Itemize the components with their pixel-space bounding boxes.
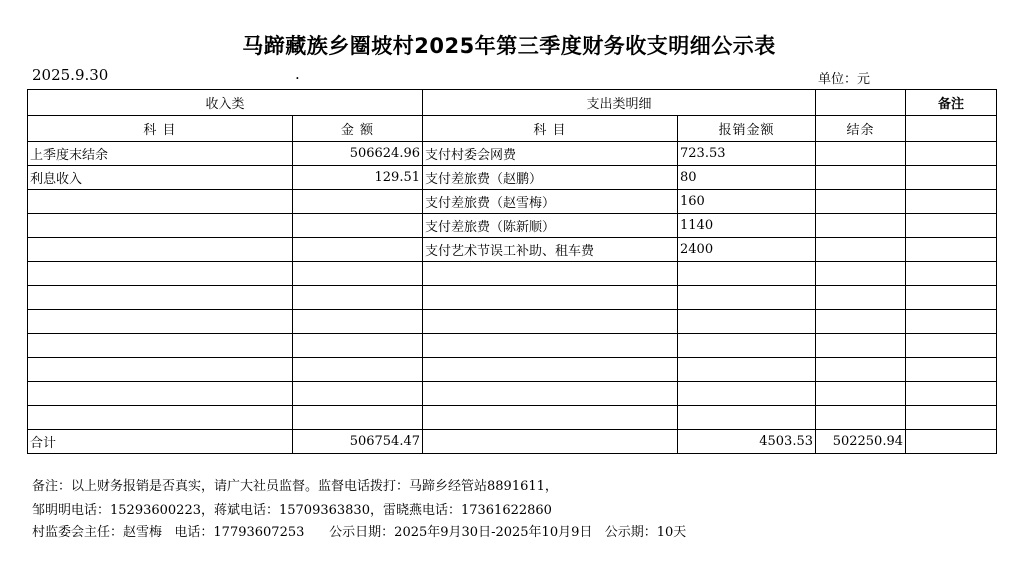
balance-cell [816,334,906,358]
expense-subject-cell [423,406,678,430]
section-header-row [28,90,997,116]
expense-amount-cell [678,310,816,334]
income-subject-cell: 利息收入 [28,166,293,190]
income-subject-cell [28,286,293,310]
expense-amount-cell: 1140 [678,214,816,238]
remark-cell [906,214,997,238]
balance-cell [816,262,906,286]
income-subject-cell [28,406,293,430]
remark-header: 备注 [906,90,997,116]
expense-amount-cell [678,334,816,358]
income-subject-cell [28,358,293,382]
empty-section-cell [816,90,906,116]
income-subject-cell [28,238,293,262]
income-subject-cell: 上季度末结余 [28,142,293,166]
income-amount-cell [293,406,423,430]
balance-cell [816,238,906,262]
expense-subject-cell: 支付差旅费（陈新顺） [423,214,678,238]
page-title: 马蹄藏族乡圈坡村2025年第三季度财务收支明细公示表 [242,34,776,58]
remark-cell [906,334,997,358]
remark-cell [906,166,997,190]
income-amount-cell: 506624.96 [293,142,423,166]
remark-cell [906,142,997,166]
expense-amount-cell: 160 [678,190,816,214]
table-row [28,334,997,358]
table-row [28,262,997,286]
expense-amount-cell [678,382,816,406]
expense-amount-cell: 2400 [678,238,816,262]
expense-amount-cell: 723.53 [678,142,816,166]
expense-amount-cell: 80 [678,166,816,190]
expense-subject-cell: 支付艺术节误工补助、租车费 [423,238,678,262]
balance-cell [816,310,906,334]
remark-column-header [906,116,997,142]
expense-subject-cell: 支付村委会网费 [423,142,678,166]
income-amount-cell [293,214,423,238]
income-subject-cell [28,214,293,238]
balance-cell [816,358,906,382]
expense-subject-cell: 支付差旅费（赵鹏） [423,166,678,190]
table-row [28,286,997,310]
income-amount-cell [293,238,423,262]
table-row [28,406,997,430]
column-header-row [28,116,997,142]
income-subject-cell [28,262,293,286]
balance-cell [816,142,906,166]
expense-amount-cell [678,262,816,286]
remark-cell [906,190,997,214]
income-amount-header: 金 额 [293,116,423,142]
table-row [28,214,997,238]
expense-subject-cell [423,334,678,358]
income-amount-cell [293,190,423,214]
income-subject-header: 科 目 [28,116,293,142]
expense-amount-cell [678,286,816,310]
remark-cell [906,286,997,310]
balance-cell [816,286,906,310]
unit-label: 单位：元 [818,72,871,87]
totals-row [28,430,997,454]
table-row [28,382,997,406]
expense-amount-header: 报销金额 [678,116,816,142]
income-amount-cell [293,310,423,334]
total-label-cell: 合计 [28,430,293,454]
income-subject-cell [28,190,293,214]
income-amount-cell [293,382,423,406]
income-section-header: 收入类 [28,90,423,116]
total-income-cell: 506754.47 [293,430,423,454]
income-subject-cell [28,334,293,358]
income-amount-cell [293,334,423,358]
expense-subject-cell: 支付差旅费（赵雪梅） [423,190,678,214]
income-subject-cell [28,310,293,334]
table-row [28,358,997,382]
note-line: 备注：以上财务报销是否真实，请广大社员监督。监督电话拨打：马蹄乡经管站8891611， [32,479,558,494]
total-remark-cell [906,430,997,454]
balance-cell [816,406,906,430]
table-row [28,190,997,214]
expense-section-header: 支出类明细 [423,90,816,116]
balance-header: 结余 [816,116,906,142]
expense-subject-cell [423,310,678,334]
remark-cell [906,382,997,406]
finance-table [27,89,997,454]
expense-amount-cell [678,406,816,430]
expense-subject-cell [423,358,678,382]
income-amount-cell: 129.51 [293,166,423,190]
remark-cell [906,238,997,262]
total-balance-cell: 502250.94 [816,430,906,454]
income-subject-cell [28,382,293,406]
total-expense-cell: 4503.53 [678,430,816,454]
balance-cell [816,382,906,406]
dot-mark: . [295,65,300,83]
report-date: 2025.9.30 [32,66,109,84]
income-amount-cell [293,358,423,382]
expense-amount-cell [678,358,816,382]
note-line: 邹明明电话：15293600223，蒋斌电话：15709363830，雷晓燕电话：17361622860 [32,503,552,518]
balance-cell [816,190,906,214]
expense-subject-cell [423,382,678,406]
balance-cell [816,214,906,238]
expense-subject-header: 科 目 [423,116,678,142]
table-row [28,142,997,166]
total-empty-cell [423,430,678,454]
expense-subject-cell [423,262,678,286]
remark-cell [906,262,997,286]
remark-cell [906,310,997,334]
expense-subject-cell [423,286,678,310]
balance-cell [816,166,906,190]
remark-cell [906,406,997,430]
note-line: 村监委会主任：赵雪梅 电话：17793607253 公示日期：2025年9月30日-2025年10月9日 公示期：10天 [32,525,687,540]
income-amount-cell [293,286,423,310]
remark-cell [906,358,997,382]
income-amount-cell [293,262,423,286]
table-row [28,166,997,190]
table-row [28,310,997,334]
table-row [28,238,997,262]
